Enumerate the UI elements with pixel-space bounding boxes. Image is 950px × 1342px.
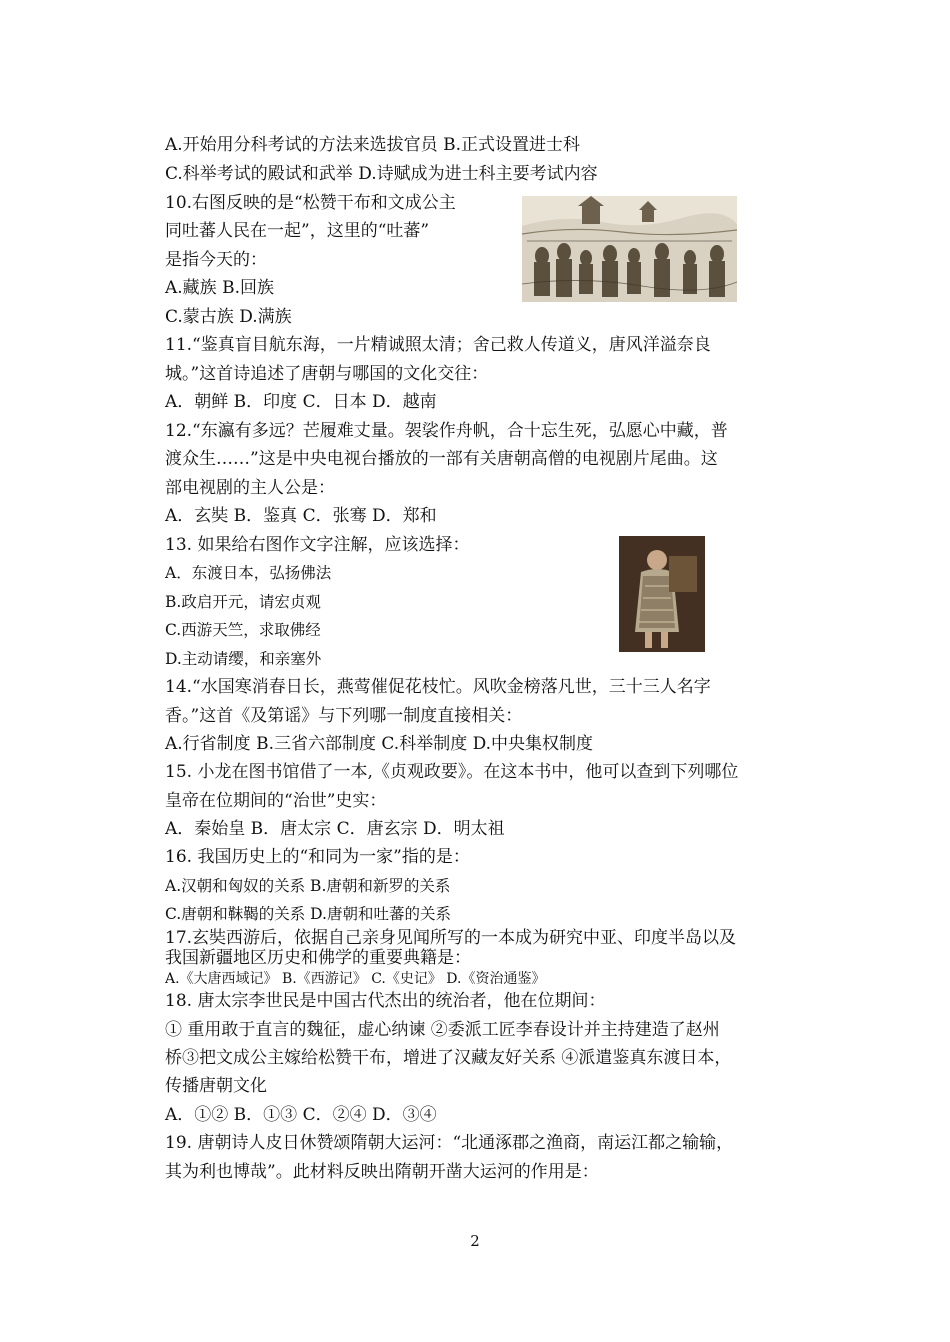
text-line: 是指今天的： bbox=[165, 250, 267, 270]
text-line: A.开始用分科考试的方法来选拔官员 B.正式设置进士科 bbox=[165, 135, 580, 155]
text-line: 17.玄奘西游后，依据自己亲身见闻所写的一本成为研究中亚、印度半岛以及 bbox=[165, 928, 737, 948]
text-line: 18. 唐太宗李世民是中国古代杰出的统治者，他在位期间： bbox=[165, 991, 606, 1011]
text-line: A.行省制度 B.三省六部制度 C.科举制度 D.中央集权制度 bbox=[165, 734, 594, 754]
text-line: C.蒙古族 D.满族 bbox=[165, 307, 292, 327]
text-line: 城。”这首诗追述了唐朝与哪国的文化交往： bbox=[165, 364, 489, 384]
text-line: 同吐蕃人民在一起”，这里的“吐蕃” bbox=[165, 221, 430, 241]
text-line: 19. 唐朝诗人皮日休赞颂隋朝大运河：“北通涿郡之渔商，南运江都之输输， bbox=[165, 1133, 734, 1153]
text-line: 16. 我国历史上的“和同为一家”指的是： bbox=[165, 847, 470, 867]
text-line: 渡众生……”这是中央电视台播放的一部有关唐朝高僧的电视剧片尾曲。这 bbox=[165, 449, 718, 469]
text-line: 桥③把文成公主嫁给松赞干布，增进了汉藏友好关系 ④派遣鉴真东渡日本， bbox=[165, 1048, 732, 1068]
text-line: B.政启开元，请宏贞观 bbox=[165, 593, 321, 611]
monk-portrait-illustration bbox=[619, 536, 705, 652]
text-line: C.西游天竺，求取佛经 bbox=[165, 621, 321, 639]
page-number: 2 bbox=[470, 1232, 480, 1250]
text-line: A．朝鲜 B．印度 C．日本 D．越南 bbox=[165, 392, 437, 412]
text-line: 香。”这首《及第谣》与下列哪一制度直接相关： bbox=[165, 706, 523, 726]
text-line: 13. 如果给右图作文字注解，应该选择： bbox=[165, 535, 470, 555]
text-line: A．东渡日本，弘扬佛法 bbox=[165, 564, 332, 582]
text-line: 12.“东瀛有多远？芒履难丈量。袈裟作舟帆，合十忘生死，弘愿心中藏，普 bbox=[165, 421, 728, 441]
text-line: 11.“鉴真盲目航东海，一片精诚照太清；舍己救人传道义，唐风洋溢奈良 bbox=[165, 335, 711, 355]
text-line: 传播唐朝文化 bbox=[165, 1076, 267, 1096]
text-line: 14.“水国寒消春日长，燕莺催促花枝忙。风吹金榜落凡世，三十三人名字 bbox=[165, 677, 711, 697]
text-line: A．秦始皇 B．唐太宗 C．唐玄宗 D．明太祖 bbox=[165, 819, 505, 839]
text-line: C.科举考试的殿试和武举 D.诗赋成为进士科主要考试内容 bbox=[165, 164, 598, 184]
text-line: 我国新疆地区历史和佛学的重要典籍是： bbox=[165, 948, 471, 968]
text-line: 皇帝在位期间的“治世”史实： bbox=[165, 791, 387, 811]
text-line: 15. 小龙在图书馆借了一本,《贞观政要》。在这本书中，他可以查到下列哪位 bbox=[165, 762, 739, 782]
text-line: A．玄奘 B．鉴真 C．张骞 D．郑和 bbox=[165, 506, 437, 526]
text-line: ① 重用敢于直言的魏征，虚心纳谏 ②委派工匠李春设计并主持建造了赵州 bbox=[165, 1020, 720, 1040]
text-line: A.汉朝和匈奴的关系 B.唐朝和新罗的关系 bbox=[165, 877, 451, 895]
songtsen-wencheng-illustration bbox=[522, 196, 737, 302]
text-line: C.唐朝和靺鞨的关系 D.唐朝和吐蕃的关系 bbox=[165, 905, 451, 923]
text-line: 其为利也博哉”。此材料反映出隋朝开凿大运河的作用是： bbox=[165, 1162, 599, 1182]
text-line: A.藏族 B.回族 bbox=[165, 278, 274, 298]
text-line: 部电视剧的主人公是： bbox=[165, 478, 335, 498]
text-line: D.主动请缨，和亲塞外 bbox=[165, 650, 322, 668]
text-line: A.《大唐西域记》 B.《西游记》 C.《史记》 D.《资治通鉴》 bbox=[165, 971, 546, 987]
text-line: A．①② B．①③ C．②④ D．③④ bbox=[165, 1105, 437, 1125]
text-line: 10.右图反映的是“松赞干布和文成公主 bbox=[165, 193, 456, 213]
